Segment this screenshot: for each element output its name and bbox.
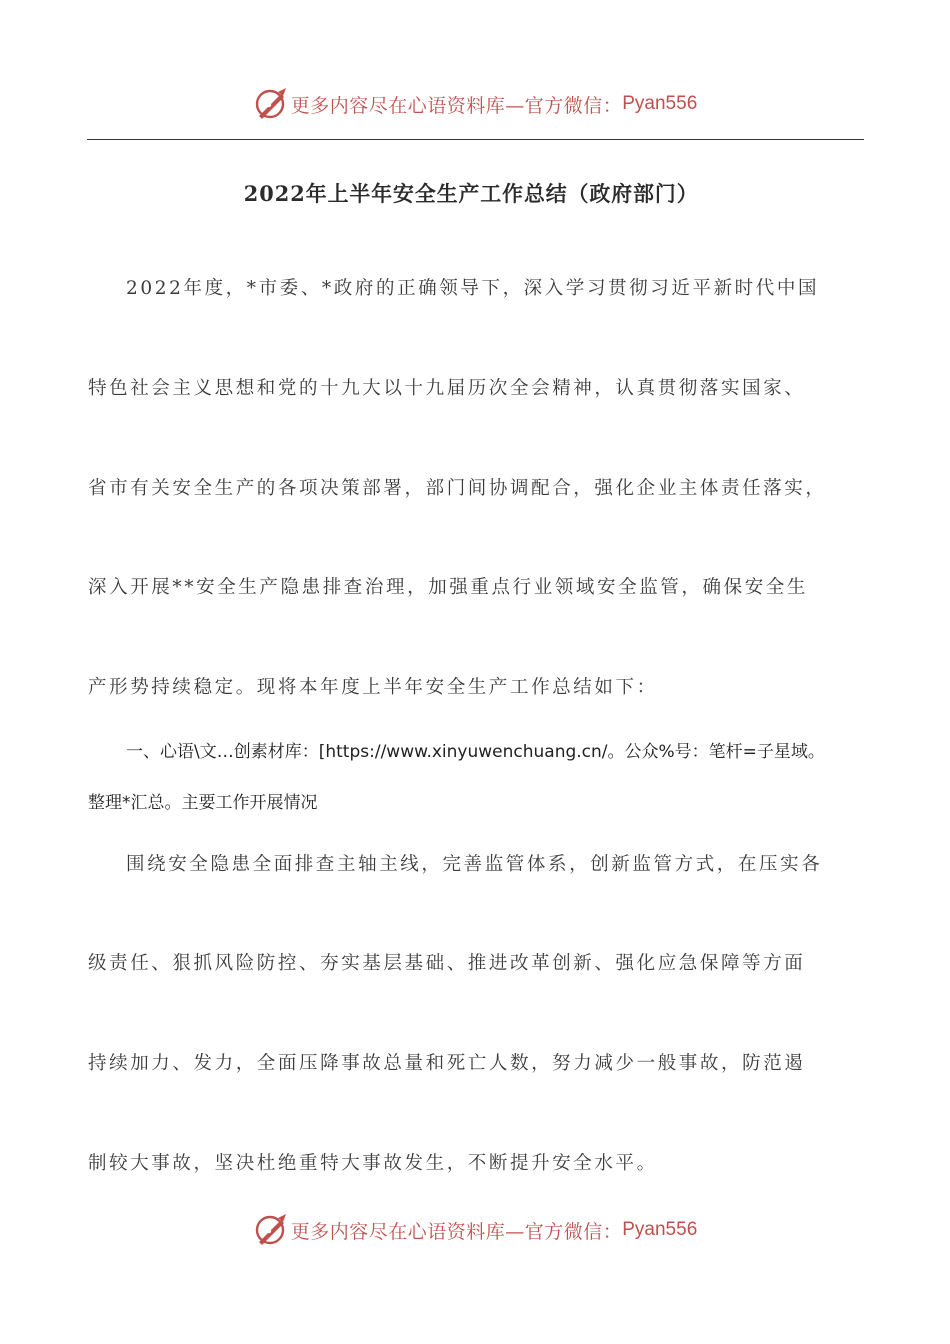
- paragraph-line: 深入开展**安全生产隐患排查治理，加强重点行业领域安全监管，确保安全生: [88, 577, 809, 598]
- paragraph-line: 持续加力、发力，全面压降事故总量和死亡人数，努力减少一般事故，防范遏: [88, 1053, 806, 1074]
- document-title: 2022年上半年安全生产工作总结（政府部门）: [243, 181, 699, 206]
- paragraph-line: 围绕安全隐患全面排查主轴主线，完善监管体系，创新监管方式，在压实各: [126, 854, 823, 875]
- wechat-id: Pyan556: [622, 93, 698, 114]
- pen-logo-icon: [253, 1212, 289, 1248]
- banner-text: 更多内容尽在心语资料库—官方微信：: [290, 94, 623, 117]
- paragraph-line: 产形势持续稳定。现将本年度上半年安全生产工作总结如下：: [88, 677, 658, 698]
- section-heading-line: 整理*汇总。主要工作开展情况: [88, 793, 318, 813]
- header-divider: [87, 139, 864, 140]
- header-banner: [0, 82, 950, 126]
- section-heading-line: 一、心语\文…创素材库：[https://www.xinyuwenchuang.cn/。公众%号：笔杆=子星域。: [126, 742, 825, 762]
- paragraph-line: 特色社会主义思想和党的十九大以十九届历次全会精神，认真贯彻落实国家、: [88, 378, 806, 399]
- paragraph-line: 制较大事故，坚决杜绝重特大事故发生，不断提升安全水平。: [88, 1153, 658, 1174]
- banner-text: 更多内容尽在心语资料库—官方微信：: [290, 1220, 623, 1243]
- footer-banner: [0, 1208, 950, 1252]
- pen-logo-icon: [253, 86, 289, 122]
- wechat-id: Pyan556: [622, 1219, 698, 1240]
- paragraph-line: 2022年度，*市委、*政府的正确领导下，深入学习贯彻习近平新时代中国: [126, 278, 820, 299]
- paragraph-line: 省市有关安全生产的各项决策部署，部门间协调配合，强化企业主体责任落实，: [88, 478, 827, 499]
- paragraph-line: 级责任、狠抓风险防控、夯实基层基础、推进改革创新、强化应急保障等方面: [88, 953, 806, 974]
